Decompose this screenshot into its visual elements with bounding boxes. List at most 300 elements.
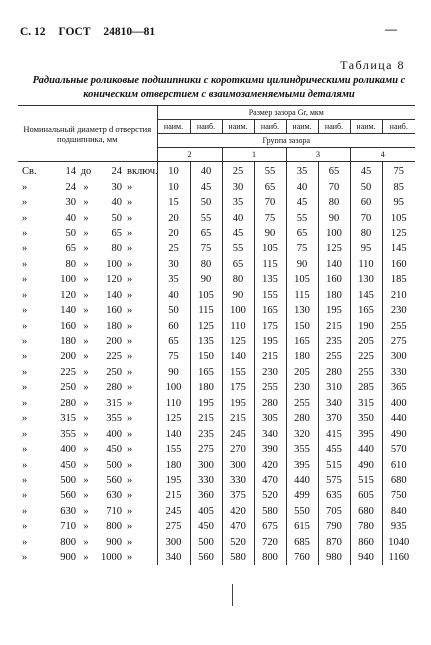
clearance-value: 1160 (382, 550, 415, 565)
clearance-value: 340 (318, 396, 350, 411)
clearance-value: 130 (350, 272, 382, 287)
bottom-mark (232, 584, 233, 606)
table-row (18, 226, 415, 241)
range-separator: » (83, 320, 89, 332)
clearance-value: 375 (222, 488, 254, 503)
clearance-value: 310 (318, 380, 350, 395)
range-prefix: » (22, 444, 28, 456)
table-row (18, 210, 415, 225)
clearance-value: 315 (350, 396, 382, 411)
clearance-value: 255 (254, 380, 286, 395)
range-separator: » (83, 181, 89, 193)
clearance-value: 180 (190, 380, 222, 395)
clearance-value: 360 (190, 488, 222, 503)
range-prefix: » (22, 227, 28, 239)
clearance-value: 65 (190, 226, 222, 241)
range-prefix: » (22, 258, 28, 270)
range-to: 65 (111, 227, 122, 239)
clearance-value: 110 (350, 257, 382, 272)
clearance-value: 70 (254, 195, 286, 210)
clearance-value: 60 (350, 195, 382, 210)
range-suffix: » (127, 212, 133, 224)
range-separator: » (83, 366, 89, 378)
table-row (18, 334, 415, 349)
clearance-value: 340 (254, 426, 286, 441)
group-number: 4 (350, 148, 415, 162)
clearance-value: 40 (286, 179, 318, 194)
diameter-range (18, 162, 157, 180)
clearance-value: 215 (318, 318, 350, 333)
clearance-value: 40 (222, 210, 254, 225)
range-suffix: » (127, 397, 133, 409)
range-from: 315 (60, 413, 76, 425)
range-suffix: » (127, 459, 133, 471)
clearance-value: 255 (382, 318, 415, 333)
range-to: 120 (106, 274, 122, 286)
range-to: 140 (106, 289, 122, 301)
range-separator: » (83, 336, 89, 348)
table-row (18, 396, 415, 411)
clearance-value: 15 (157, 195, 190, 210)
clearance-value: 45 (286, 195, 318, 210)
range-separator: » (83, 227, 89, 239)
clearance-value: 440 (382, 411, 415, 426)
clearance-value: 155 (254, 288, 286, 303)
clearance-value: 30 (222, 179, 254, 194)
range-to: 80 (111, 243, 122, 255)
table-row (18, 303, 415, 318)
range-separator: » (83, 397, 89, 409)
clearance-value: 395 (286, 457, 318, 472)
range-suffix: » (127, 274, 133, 286)
table-row (18, 411, 415, 426)
clearance-value: 320 (286, 426, 318, 441)
clearance-value: 935 (382, 519, 415, 534)
clearance-value: 125 (382, 226, 415, 241)
clearance-value: 135 (190, 334, 222, 349)
range-from: 400 (60, 444, 76, 456)
clearance-value: 65 (157, 334, 190, 349)
range-prefix: » (22, 212, 28, 224)
diameter-range (18, 504, 157, 519)
clearance-value: 235 (190, 426, 222, 441)
clearance-value: 100 (318, 226, 350, 241)
clearance-value: 215 (254, 349, 286, 364)
clearance-value: 800 (254, 550, 286, 565)
clearance-value: 125 (157, 411, 190, 426)
table-title: Радиальные роликовые подшипники с короткими цилиндрическими роликами с коническим отверстием с взаимозаменяемыми деталями (32, 75, 406, 100)
clearance-value: 230 (286, 380, 318, 395)
clearance-value: 370 (318, 411, 350, 426)
table-row (18, 241, 415, 256)
range-from: 710 (60, 521, 76, 533)
clearance-value: 300 (157, 535, 190, 550)
standard-number: 24810—81 (103, 26, 156, 38)
clearance-value: 70 (318, 179, 350, 194)
range-to: 160 (106, 305, 122, 317)
range-separator: » (83, 444, 89, 456)
clearance-value: 720 (254, 535, 286, 550)
range-to: 200 (106, 336, 122, 348)
range-prefix: » (22, 289, 28, 301)
clearance-value: 75 (157, 349, 190, 364)
clearance-value: 80 (190, 257, 222, 272)
clearance-value: 35 (157, 272, 190, 287)
diameter-range (18, 535, 157, 550)
range-from: 355 (60, 428, 76, 440)
clearance-value: 50 (190, 195, 222, 210)
diameter-range (18, 349, 157, 364)
range-to: 1000 (101, 552, 122, 564)
range-separator: » (83, 428, 89, 440)
clearance-value: 160 (318, 272, 350, 287)
clearance-value: 175 (222, 380, 254, 395)
range-from: 120 (60, 289, 76, 301)
clearance-value: 140 (222, 349, 254, 364)
clearance-value: 870 (318, 535, 350, 550)
header-dash: — (385, 22, 397, 36)
clearance-value: 95 (350, 241, 382, 256)
clearance-value: 420 (254, 457, 286, 472)
table-row (18, 473, 415, 488)
diameter-range (18, 488, 157, 503)
clearance-value: 415 (318, 426, 350, 441)
clearance-value: 685 (286, 535, 318, 550)
range-prefix: » (22, 552, 28, 564)
table-row (18, 179, 415, 194)
clearance-value: 255 (286, 396, 318, 411)
clearance-value: 610 (382, 457, 415, 472)
clearance-value: 105 (382, 210, 415, 225)
clearance-value: 10 (157, 162, 190, 180)
range-suffix: » (127, 474, 133, 486)
clearance-value: 110 (157, 396, 190, 411)
clearance-value: 420 (222, 504, 254, 519)
range-suffix: » (127, 536, 133, 548)
clearance-value: 135 (254, 272, 286, 287)
clearance-value: 245 (157, 504, 190, 519)
range-separator: » (83, 351, 89, 363)
clearance-value: 90 (254, 226, 286, 241)
clearance-value: 10 (157, 179, 190, 194)
range-from: 630 (60, 505, 76, 517)
range-separator: » (83, 289, 89, 301)
clearance-value: 275 (190, 442, 222, 457)
clearance-value: 280 (254, 396, 286, 411)
range-prefix: » (22, 521, 28, 533)
clearance-value: 55 (190, 210, 222, 225)
table-row (18, 535, 415, 550)
range-to: 560 (106, 474, 122, 486)
min-header: наим. (157, 120, 190, 134)
clearance-value: 680 (350, 504, 382, 519)
clearance-value: 90 (157, 365, 190, 380)
clearance-value: 790 (318, 519, 350, 534)
clearance-value: 55 (254, 162, 286, 180)
range-to: 30 (111, 181, 122, 193)
clearance-value: 195 (254, 334, 286, 349)
diameter-range (18, 257, 157, 272)
clearance-value: 210 (382, 288, 415, 303)
table-row (18, 162, 415, 180)
range-separator: » (83, 413, 89, 425)
range-suffix: » (127, 289, 133, 301)
range-separator: » (83, 536, 89, 548)
range-from: 40 (65, 212, 76, 224)
diameter-range (18, 411, 157, 426)
range-suffix: » (127, 505, 133, 517)
range-separator: » (83, 274, 89, 286)
clearance-value: 520 (222, 535, 254, 550)
clearance-value: 45 (222, 226, 254, 241)
max-header: наиб. (318, 120, 350, 134)
clearance-value: 60 (157, 318, 190, 333)
clearance-value: 205 (286, 365, 318, 380)
range-prefix: » (22, 351, 28, 363)
diameter-range (18, 210, 157, 225)
clearance-value: 440 (350, 442, 382, 457)
diameter-range (18, 179, 157, 194)
range-suffix: » (127, 366, 133, 378)
clearance-value: 115 (286, 288, 318, 303)
clearance-value: 125 (222, 334, 254, 349)
range-separator: » (83, 243, 89, 255)
clearance-value: 470 (254, 473, 286, 488)
clearance-value: 110 (222, 318, 254, 333)
clearance-value: 780 (350, 519, 382, 534)
clearance-value: 75 (286, 241, 318, 256)
table-row (18, 288, 415, 303)
clearance-value: 45 (350, 162, 382, 180)
clearance-value: 165 (254, 303, 286, 318)
clearance-value: 405 (190, 504, 222, 519)
diameter-range (18, 550, 157, 565)
clearance-value: 195 (190, 396, 222, 411)
clearance-value: 105 (190, 288, 222, 303)
table-row (18, 365, 415, 380)
range-suffix: » (127, 382, 133, 394)
clearance-value: 515 (350, 473, 382, 488)
clearance-value: 55 (286, 210, 318, 225)
diameter-range (18, 426, 157, 441)
group-number: 1 (222, 148, 286, 162)
group-number: 3 (286, 148, 350, 162)
range-prefix: » (22, 536, 28, 548)
clearance-value: 80 (222, 272, 254, 287)
clearance-value: 75 (190, 241, 222, 256)
clearance-value: 160 (382, 257, 415, 272)
range-prefix: » (22, 505, 28, 517)
range-prefix: » (22, 243, 28, 255)
diameter-header: Номинальный диаметр d отверстия подшипника, мм (18, 106, 157, 162)
range-from: 24 (65, 181, 76, 193)
range-from: 100 (60, 274, 76, 286)
diameter-range (18, 226, 157, 241)
clearance-value: 195 (318, 303, 350, 318)
clearance-value: 840 (382, 504, 415, 519)
clearance-value: 25 (222, 162, 254, 180)
clearance-value: 65 (254, 179, 286, 194)
clearance-value: 180 (286, 349, 318, 364)
clearance-value: 1040 (382, 535, 415, 550)
diameter-range (18, 396, 157, 411)
clearance-value: 255 (350, 365, 382, 380)
max-header: наиб. (382, 120, 415, 134)
range-to: 50 (111, 212, 122, 224)
clearance-value: 130 (286, 303, 318, 318)
clearance-value: 330 (190, 473, 222, 488)
table-body (18, 162, 415, 566)
range-suffix: » (127, 413, 133, 425)
range-to: 225 (106, 351, 122, 363)
table-row (18, 457, 415, 472)
range-separator: » (83, 505, 89, 517)
diameter-range (18, 519, 157, 534)
range-from: 14 (65, 166, 76, 178)
max-header: наиб. (190, 120, 222, 134)
range-prefix: » (22, 490, 28, 502)
diameter-range (18, 473, 157, 488)
diameter-range (18, 442, 157, 457)
clearance-value: 155 (222, 365, 254, 380)
table-row (18, 318, 415, 333)
diameter-range (18, 241, 157, 256)
table-row (18, 195, 415, 210)
clearance-value: 155 (157, 442, 190, 457)
clearance-value: 270 (222, 442, 254, 457)
clearance-value: 75 (382, 162, 415, 180)
range-from: 140 (60, 305, 76, 317)
clearance-value: 275 (157, 519, 190, 534)
clearance-value: 145 (382, 241, 415, 256)
range-from: 30 (65, 197, 76, 209)
range-separator: » (83, 459, 89, 471)
clearance-value: 230 (382, 303, 415, 318)
clearance-value: 230 (254, 365, 286, 380)
range-suffix: » (127, 490, 133, 502)
clearance-value: 340 (157, 550, 190, 565)
range-to: 280 (106, 382, 122, 394)
table-row (18, 426, 415, 441)
clearance-value: 150 (190, 349, 222, 364)
clearance-value: 180 (157, 457, 190, 472)
clearance-value: 140 (318, 257, 350, 272)
min-header: наим. (222, 120, 254, 134)
clearance-value: 215 (222, 411, 254, 426)
clearance-value: 80 (350, 226, 382, 241)
range-suffix: » (127, 227, 133, 239)
range-suffix: » (127, 444, 133, 456)
range-to: 40 (111, 197, 122, 209)
clearance-value: 395 (350, 426, 382, 441)
clearance-value: 255 (318, 349, 350, 364)
diameter-range (18, 457, 157, 472)
range-separator: » (83, 197, 89, 209)
clearance-value: 515 (318, 457, 350, 472)
range-suffix: » (127, 351, 133, 363)
clearance-value: 235 (318, 334, 350, 349)
clearance-value: 365 (382, 380, 415, 395)
clearance-table (18, 105, 415, 565)
clearance-value: 560 (190, 550, 222, 565)
standard-label: ГОСТ (58, 26, 91, 38)
clearance-value: 215 (157, 488, 190, 503)
range-from: 80 (65, 258, 76, 270)
range-to: 355 (106, 413, 122, 425)
range-separator: » (83, 212, 89, 224)
clearance-value: 615 (286, 519, 318, 534)
page-header (20, 26, 165, 38)
clearance-value: 500 (190, 535, 222, 550)
clearance-value: 300 (222, 457, 254, 472)
table-row (18, 519, 415, 534)
range-prefix: » (22, 459, 28, 471)
clearance-value: 450 (190, 519, 222, 534)
clearance-value: 305 (254, 411, 286, 426)
range-separator: » (83, 521, 89, 533)
clearance-value: 390 (254, 442, 286, 457)
range-suffix: включ. (127, 166, 158, 178)
range-from: 50 (65, 227, 76, 239)
range-separator: » (83, 490, 89, 502)
clearance-value: 20 (157, 210, 190, 225)
min-header: наим. (350, 120, 382, 134)
clearance-value: 65 (318, 162, 350, 180)
clearance-value: 90 (190, 272, 222, 287)
group-header: Группа зазора (157, 134, 415, 148)
range-separator: » (83, 474, 89, 486)
clearance-value: 550 (286, 504, 318, 519)
range-to: 450 (106, 444, 122, 456)
range-suffix: » (127, 336, 133, 348)
clearance-value: 40 (157, 288, 190, 303)
clearance-value: 675 (254, 519, 286, 534)
range-suffix: » (127, 320, 133, 332)
clearance-value: 35 (222, 195, 254, 210)
clearance-value: 499 (286, 488, 318, 503)
clearance-value: 115 (254, 257, 286, 272)
clearance-value: 75 (254, 210, 286, 225)
clearance-value: 125 (318, 241, 350, 256)
diameter-range (18, 288, 157, 303)
clearance-value: 280 (286, 411, 318, 426)
range-prefix: » (22, 274, 28, 286)
range-from: 450 (60, 459, 76, 471)
clearance-value: 45 (190, 179, 222, 194)
clearance-value: 860 (350, 535, 382, 550)
range-from: 250 (60, 382, 76, 394)
clearance-value: 25 (157, 241, 190, 256)
clearance-value: 275 (382, 334, 415, 349)
range-suffix: » (127, 428, 133, 440)
clearance-value: 185 (382, 272, 415, 287)
range-from: 180 (60, 336, 76, 348)
clearance-value: 55 (222, 241, 254, 256)
clearance-value: 125 (190, 318, 222, 333)
clearance-value: 40 (190, 162, 222, 180)
clearance-value: 105 (254, 241, 286, 256)
range-prefix: Св. (22, 166, 37, 178)
range-from: 200 (60, 351, 76, 363)
clearance-value: 440 (286, 473, 318, 488)
clearance-value: 140 (157, 426, 190, 441)
range-suffix: » (127, 197, 133, 209)
clearance-value: 165 (286, 334, 318, 349)
clearance-value: 65 (222, 257, 254, 272)
clearance-value: 50 (350, 179, 382, 194)
table-row (18, 550, 415, 565)
range-to: 315 (106, 397, 122, 409)
